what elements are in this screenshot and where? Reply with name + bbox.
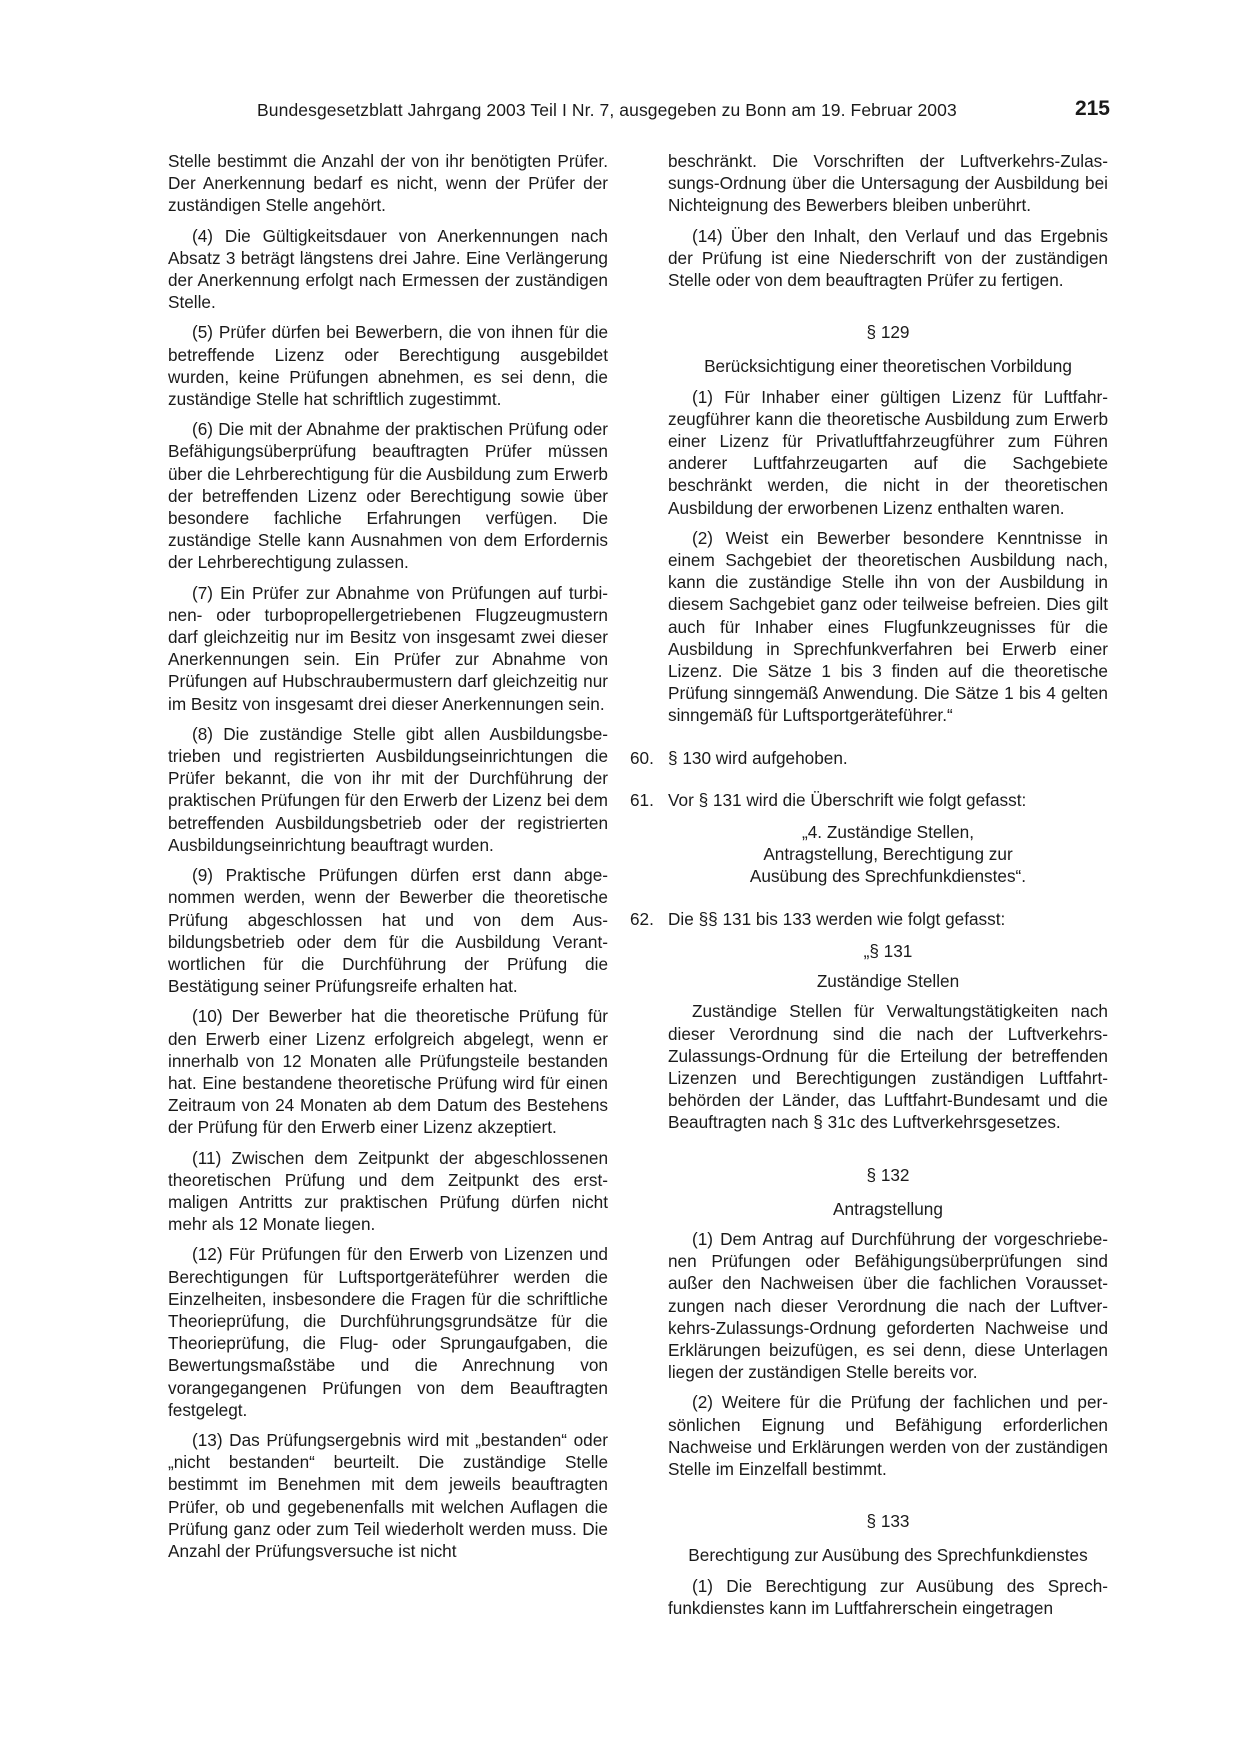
item-61-number: 61.: [630, 789, 654, 810]
quoted-heading-line-1: „4. Zuständige Stellen,: [802, 822, 974, 843]
section-131-sign: „§ 131: [863, 940, 913, 961]
quoted-heading-line-2: Antragstellung, Berechtigung zur: [763, 844, 1013, 865]
paragraph-9: (9) Praktische Prüfungen dürfen erst dann abgenommen werden, wenn der Bewerber die theoretische Prüfung abgeschlossen hat und von dem Ausbildungsbetrieb oder dem für die Ausbildung Verantwortlichen für die Durchführung der Prüfung die Bestätigung seiner Prüfungsreife erhalten hat.: [168, 865, 608, 997]
right-column: [630, 150, 1108, 1619]
section-129-title: Berücksichtigung einer theoretischen Vorbildung: [704, 356, 1072, 377]
paragraph-12: (12) Für Prüfungen für den Erwerb von Lizenzen und Berechtigungen für Luftsportgeräteführer werden die Einzelheiten, insbesondere die Fragen für die schriftliche Theorieprüfung, die Durchführungsgrundsätze für die Theorieprüfung, die Flug- oder Sprungaufgaben, die Bewertungsmaßstäbe und die Anrechnung von vorangegangenen Prüfungen von dem Beauftragten festgelegt.: [168, 1244, 608, 1420]
section-133-sign: § 133: [866, 1511, 910, 1532]
paragraph-14: (14) Über den Inhalt, den Verlauf und das Ergebnis der Prüfung ist eine Niederschrift von der zuständigen Stelle oder von dem beauftragten Prüfer zu fertigen.: [668, 225, 1108, 291]
section-131-title: Zuständige Stellen: [816, 971, 960, 992]
section-132-paragraph-2: (2) Weitere für die Prüfung der fachlichen und persönlichen Eignung und Befähigung erforderlichen Nachweise und Erklärungen werden von der zuständigen Stelle im Einzelfall bestimmt.: [668, 1392, 1108, 1479]
item-62: [630, 908, 1108, 930]
paragraph-5: (5) Prüfer dürfen bei Bewerbern, die von ihnen für die betreffende Lizenz oder Berechtigung ausgebildet wurden, keine Prüfungen abnehmen, es sei denn, die zuständige Stelle hat schriftlich zugestimmt.: [168, 322, 608, 410]
paragraph-8: (8) Die zuständige Stelle gibt allen Ausbildungsbetrieben und registrierten Ausbildungseinrichtungen die Prüfer bekannt, die von ihr mit der Durchführung der praktischen Prüfungen für den Erwerb der Lizenz bei dem betreffenden Ausbildungsbetrieb oder der registrierten Ausbildungseinrichtung beauftragt wurden.: [168, 723, 608, 855]
item-61-text: Vor § 131 wird die Überschrift wie folgt gefasst:: [668, 789, 1027, 810]
section-132-title: Antragstellung: [833, 1198, 943, 1219]
quoted-heading: [668, 821, 1108, 888]
running-title: Bundesgesetzblatt Jahrgang 2003 Teil I Nr. 7, ausgegeben zu Bonn am 19. Februar 2003: [257, 100, 957, 120]
section-132-paragraph-1: (1) Dem Antrag auf Durchführung der vorgeschriebenen Prüfungen oder Befähigungsüberprüfungen sind außer den Nachweisen über die fachlichen Voraussetzungen nach dieser Verordnung die nach der Luftverkehrs-Zulassungs-Ordnung geforderten Nachweise und Erklärungen beizufügen, es sei denn, diese Unterlagen liegen der zuständigen Stelle bereits vor.: [668, 1228, 1108, 1383]
item-62-number: 62.: [630, 908, 654, 929]
page-number: 215: [1074, 97, 1110, 120]
item-62-text: Die §§ 131 bis 133 werden wie folgt gefasst:: [668, 908, 1006, 929]
section-133-paragraph-1: (1) Die Berechtigung zur Ausübung des Sprechfunkdienstes kann im Luftfahrerschein eingetragen: [668, 1575, 1108, 1618]
quoted-heading-line-3: Ausübung des Sprechfunkdienstes“.: [749, 866, 1027, 887]
paragraph-11: (11) Zwischen dem Zeitpunkt der abgeschlossenen theoretischen Prüfung und dem Zeitpunkt des erstmaligen Antritts zur praktischen Prüfung dürfen nicht mehr als 12 Monate liegen.: [168, 1147, 608, 1235]
section-129-paragraph-2: (2) Weist ein Bewerber besondere Kenntnisse in einem Sachgebiet der theoretischen Ausbildung nach, kann die zuständige Stelle ihn von der Ausbildung in diesem Sachgebiet ganz oder teilweise befreien. Dies gilt auch für Inhaber eines Flugfunkzeugnisses für die Ausbildung in Sprechfunkverfahren bei Erwerb einer Lizenz. Die Sätze 1 bis 3 finden auf die theoretische Prüfung sinngemäß Anwendung. Die Sätze 1 bis 4 gelten sinngemäß für Luftsportgeräteführer.“: [668, 527, 1108, 726]
item-60-number: 60.: [630, 747, 654, 768]
section-131-paragraph: Zuständige Stellen für Verwaltungstätigkeiten nach dieser Verordnung sind die nach der Luftverkehrs-Zulassungs-Ordnung für die Erteilung der betreffenden Lizenzen und Berechtigungen zuständigen Luftfahrtbehörden der Länder, das Luftfahrt-Bundesamt und die Beauftragten nach § 31c des Luftverkehrsgesetzes.: [668, 1001, 1108, 1133]
item-61: [630, 789, 1108, 811]
page-header: [160, 97, 1110, 126]
paragraph-13: (13) Das Prüfungsergebnis wird mit „bestanden“ oder „nicht bestanden“ beurteilt. Die zuständige Stelle bestimmt im Benehmen mit dem jeweils beauftragten Prüfer, ob und gegebenenfalls mit welchen Auflagen die Prüfung ganz oder zum Teil wiederholt werden muss. Die Anzahl der Prüfungsversuche ist nicht: [168, 1429, 608, 1561]
section-132-sign: § 132: [866, 1164, 910, 1185]
left-column: [168, 150, 608, 1562]
section-129-sign: § 129: [866, 322, 910, 343]
section-129-paragraph-1: (1) Für Inhaber einer gültigen Lizenz für Luftfahrzeugführer kann die theoretische Ausbildung zum Erwerb einer Lizenz für Privatluftfahrzeugführer zum Führen anderer Luftfahrzeugarten auf die Sachgebiete beschränkt werden, die nicht in der theoretischen Ausbildung der erworbenen Lizenz enthalten waren.: [668, 386, 1108, 518]
paragraph-10: (10) Der Bewerber hat die theoretische Prüfung für den Erwerb einer Lizenz erfolgreich abgelegt, wenn er innerhalb von 12 Monaten alle Prüfungsteile bestanden hat. Eine bestandene theoretische Prüfung wird für einen Zeitraum von 24 Monaten ab dem Datum des Bestehens der Prüfung für den Erwerb einer Lizenz akzeptiert.: [168, 1006, 608, 1138]
paragraph-7: (7) Ein Prüfer zur Abnahme von Prüfungen auf turbinen- oder turbopropellergetriebenen Flugzeugmustern darf gleichzeitig nur im Besitz von insgesamt zwei dieser Anerkennungen sein. Ein Prüfer zur Abnahme von Prüfungen auf Hubschraubermustern darf gleichzeitig nur im Besitz von insgesamt drei dieser Anerkennungen sein.: [168, 582, 608, 714]
paragraph-6: (6) Die mit der Abnahme der praktischen Prüfung oder Befähigungsüberprüfung beauftragten Prüfer müssen über die Lehrberechtigung für die Ausbildung zum Erwerb der betreffenden Lizenz oder Berechtigung sowie über besondere fachliche Erfahrungen verfügen. Die zuständige Stelle kann Ausnahmen von dem Erfordernis der Lehrberechtigung zulassen.: [168, 419, 608, 573]
item-60-text: § 130 wird aufgehoben.: [668, 747, 848, 768]
paragraph-continued: Stelle bestimmt die Anzahl der von ihr benötigten Prüfer. Der Anerkennung bedarf es nicht, wenn der Prüfer der zuständigen Stelle angehört.: [168, 151, 608, 216]
item-60: [630, 747, 1108, 769]
paragraph-4: (4) Die Gültigkeitsdauer von Anerkennungen nach Absatz 3 beträgt längstens drei Jahre. Eine Verlängerung der Anerkennung erfolgt nach Ermessen der zuständigen Stelle.: [168, 225, 608, 313]
paragraph-13-continued: beschränkt. Die Vorschriften der Luftverkehrs-Zulassungs-Ordnung über die Untersagung der Ausbildung bei Nichteignung des Bewerbers bleiben unberührt.: [668, 151, 1108, 216]
section-133-title: Berechtigung zur Ausübung des Sprechfunkdienstes: [688, 1545, 1088, 1566]
